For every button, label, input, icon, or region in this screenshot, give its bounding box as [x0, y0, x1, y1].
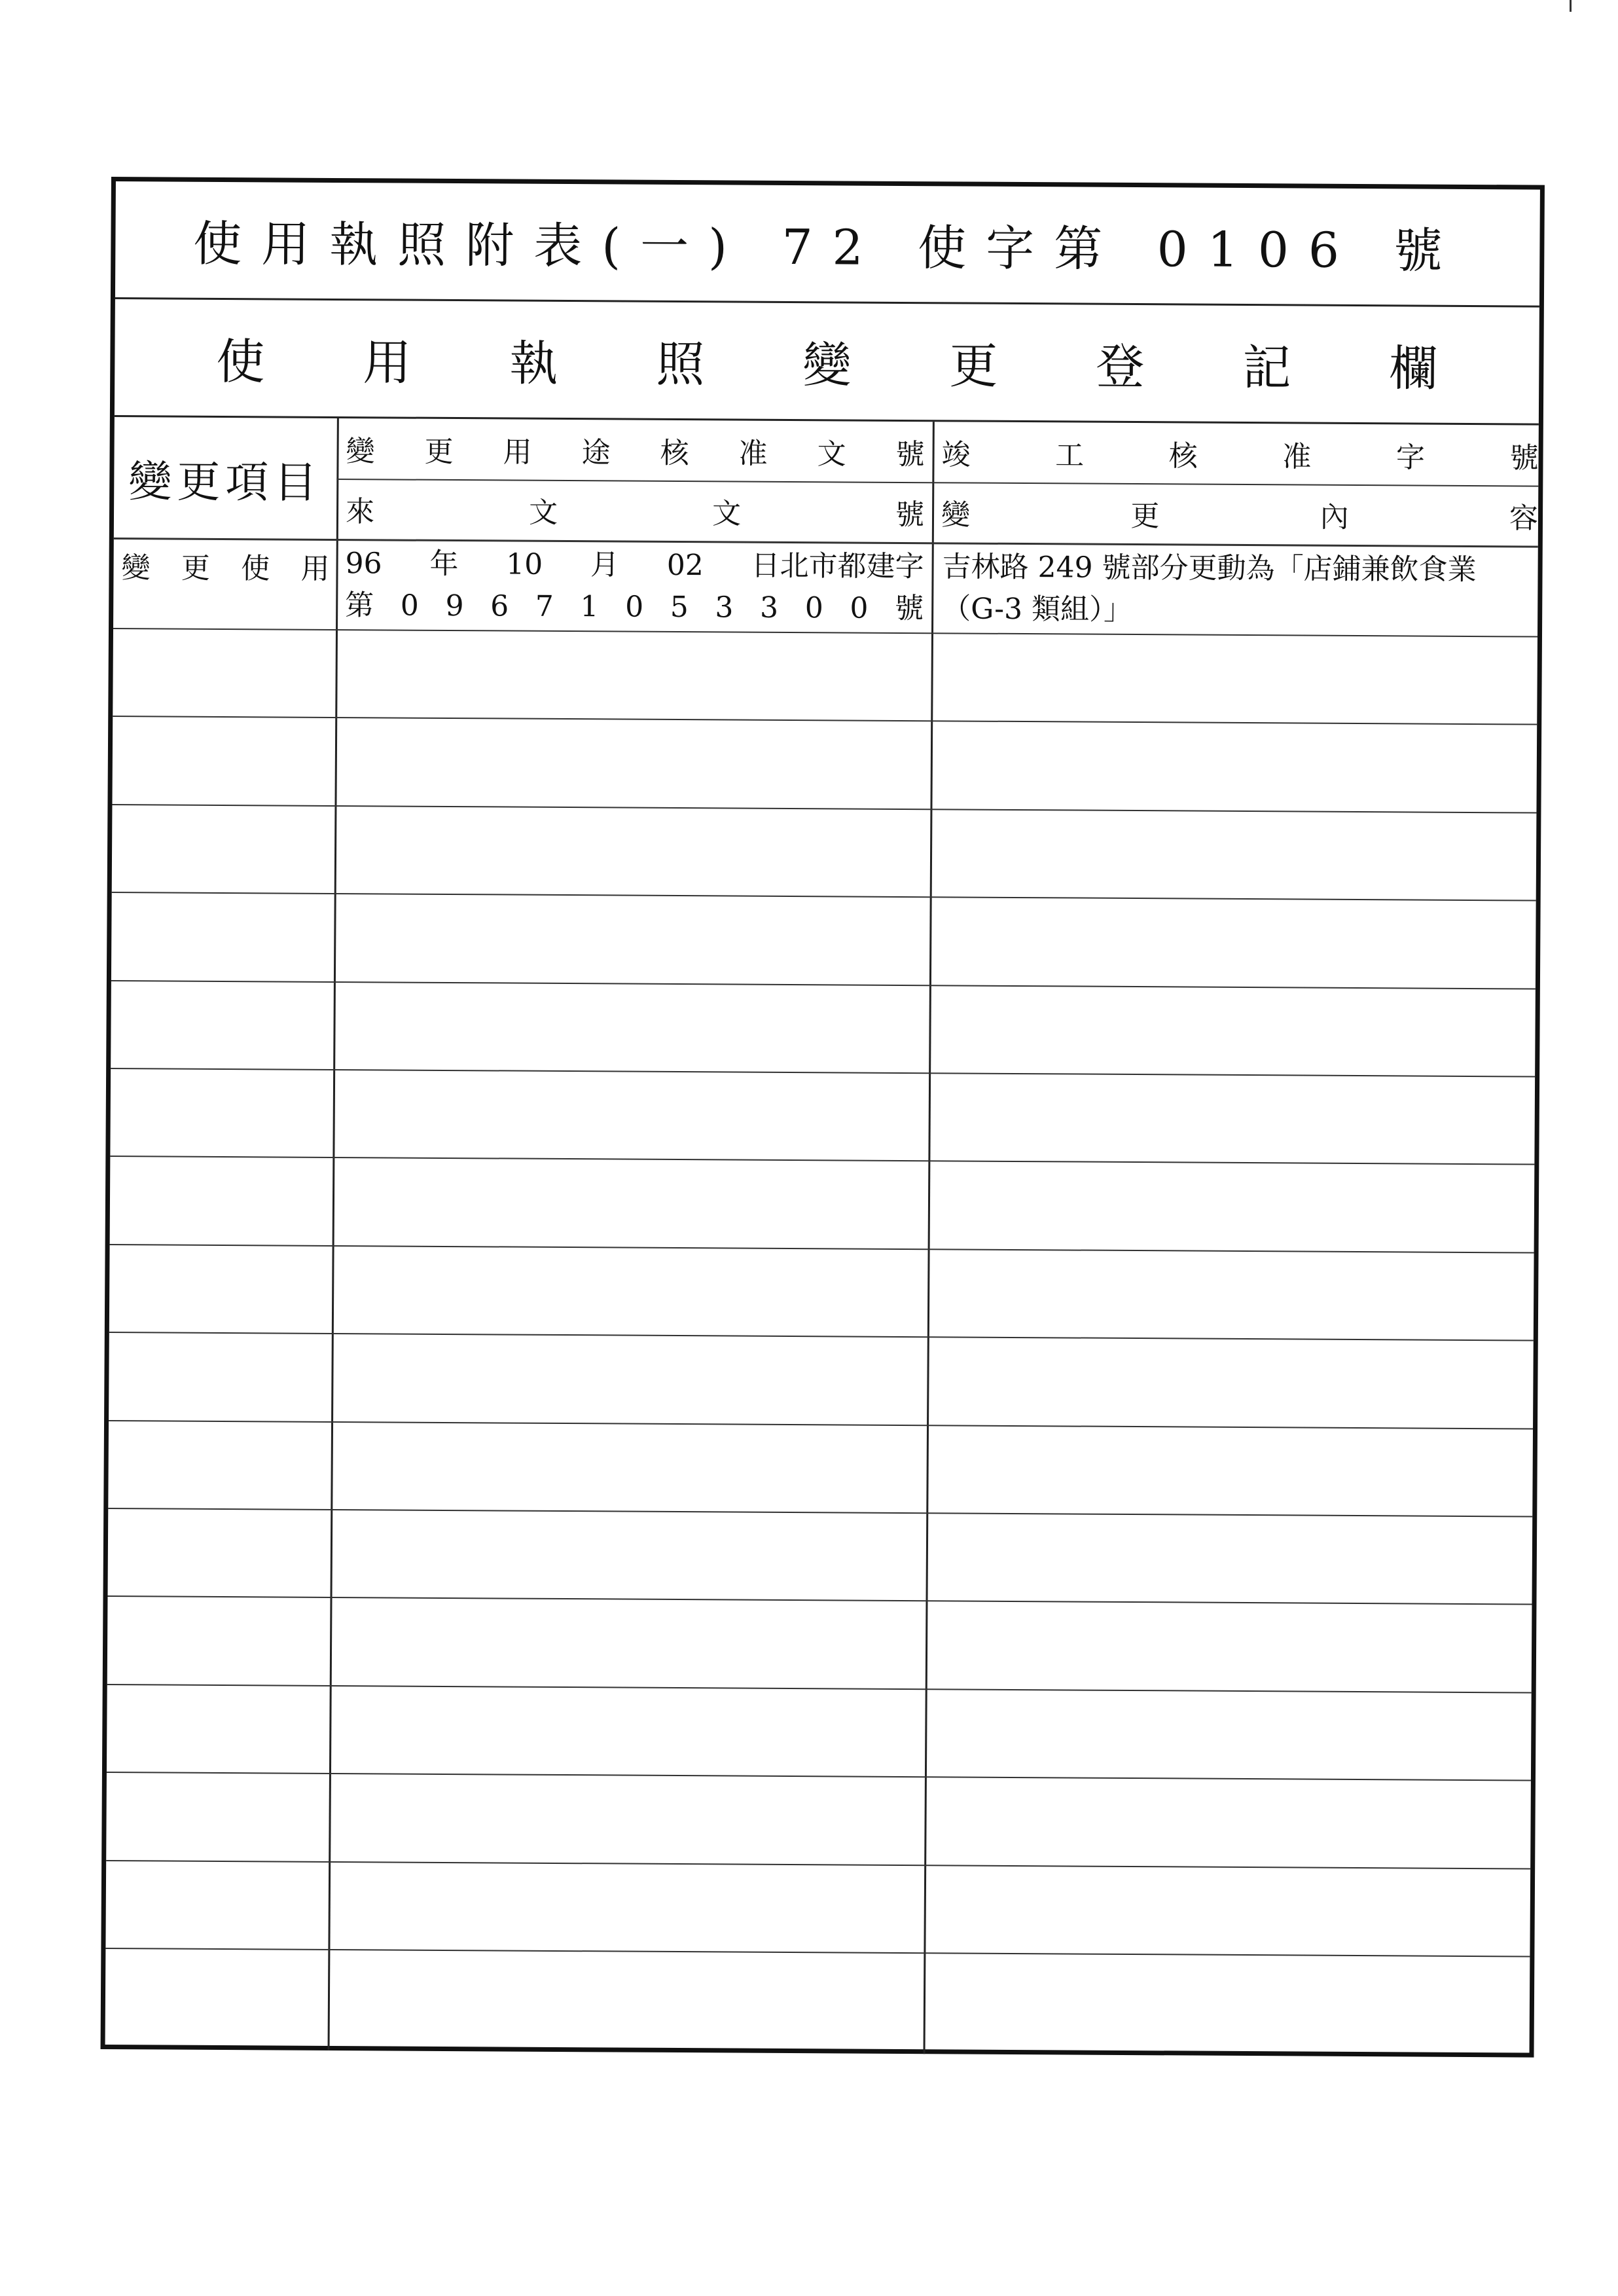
entry-token: 號 [894, 591, 924, 626]
entry-token: 日北市都建字 [751, 549, 924, 584]
header-char: 號 [1509, 441, 1539, 475]
form-subtitle: 使用執照變更登記欄 [216, 333, 1536, 398]
entry-token: 3 [759, 591, 779, 625]
row-divider [106, 1860, 1530, 1870]
corner-mark [1570, 0, 1572, 12]
form-title-row [115, 181, 1540, 308]
header-change-item: 變更項目 [128, 456, 323, 508]
row-divider [105, 1948, 1530, 1958]
header-char: 文 [711, 497, 742, 531]
row-divider [112, 892, 1536, 902]
form-subtitle-row [115, 299, 1539, 426]
header-char: 更 [1130, 499, 1160, 534]
entry-token: 0 [804, 591, 823, 625]
row-divider [107, 1772, 1531, 1781]
header-char: 竣 [941, 438, 971, 472]
column-divider [328, 418, 339, 2050]
entry-token: 1 [580, 590, 599, 624]
entry-token: 6 [490, 589, 509, 623]
form-title: 使用執照附表(一) 72 使字第 0106 號 [192, 215, 1462, 280]
entry-token: 7 [535, 589, 554, 623]
entry-token: 3 [715, 591, 734, 625]
row-divider [109, 1420, 1533, 1430]
row-divider [108, 1595, 1532, 1605]
row-divider [113, 716, 1537, 725]
entry-doc-number [340, 539, 929, 632]
entry-char: 用 [300, 552, 330, 586]
entry-doc-line-1 [345, 543, 924, 588]
entry-token: 9 [445, 589, 464, 623]
entry-token: 0 [625, 590, 644, 624]
entry-change-content [935, 542, 1543, 636]
header-char: 核 [660, 436, 689, 471]
header-char: 准 [1282, 440, 1312, 474]
row-divider [112, 804, 1536, 814]
header-char: 號 [895, 437, 925, 472]
entry-token: 月 [590, 548, 620, 582]
row-divider [108, 1508, 1532, 1518]
header-char: 內 [1320, 500, 1349, 534]
header-char: 變 [941, 498, 971, 532]
header-char: 文 [817, 437, 846, 471]
entry-char: 使 [241, 552, 270, 586]
entry-token: 年 [429, 547, 459, 581]
header-completion-approval-no [936, 422, 1544, 485]
register-table [105, 417, 1539, 2057]
row-divider [111, 980, 1536, 990]
header-char: 更 [424, 435, 454, 469]
header-char: 途 [581, 436, 611, 470]
header-incoming-doc-no [340, 479, 930, 542]
entry-token: 10 [506, 547, 543, 581]
entry-token: 96 [345, 547, 382, 581]
entry-token: 第 [345, 589, 374, 623]
entry-token: 0 [850, 591, 869, 625]
entry-token: 5 [670, 590, 689, 625]
header-change-content [936, 482, 1544, 545]
row-divider [111, 1068, 1535, 1078]
entry-content-line-1: 吉林路 249 號部分更動為「店鋪兼飲食業 [942, 550, 1477, 587]
header-char: 准 [738, 437, 768, 471]
entry-doc-line-2 [345, 585, 924, 630]
row-divider [110, 1244, 1534, 1254]
column-divider [924, 422, 935, 2054]
row-divider [110, 1156, 1534, 1165]
header-char: 核 [1168, 439, 1198, 473]
row-divider [107, 1684, 1532, 1694]
entry-char: 更 [181, 551, 211, 585]
header-char: 號 [895, 498, 925, 532]
entry-content-line-2: （G-3 類組）」 [942, 592, 1133, 627]
row-divider [109, 1332, 1534, 1341]
entry-char: 變 [121, 551, 151, 585]
header-char: 來 [345, 495, 375, 529]
entry-token: 0 [400, 589, 420, 623]
header-char: 變 [346, 435, 375, 469]
registration-form [101, 177, 1545, 2058]
header-char: 容 [1509, 501, 1539, 536]
header-char: 字 [1395, 441, 1426, 475]
header-char: 文 [528, 496, 558, 530]
header-char: 用 [503, 435, 532, 469]
header-approval-doc-no [340, 418, 930, 482]
header-char: 工 [1055, 439, 1085, 473]
entry-change-item [113, 538, 336, 629]
entry-token: 02 [666, 548, 704, 583]
